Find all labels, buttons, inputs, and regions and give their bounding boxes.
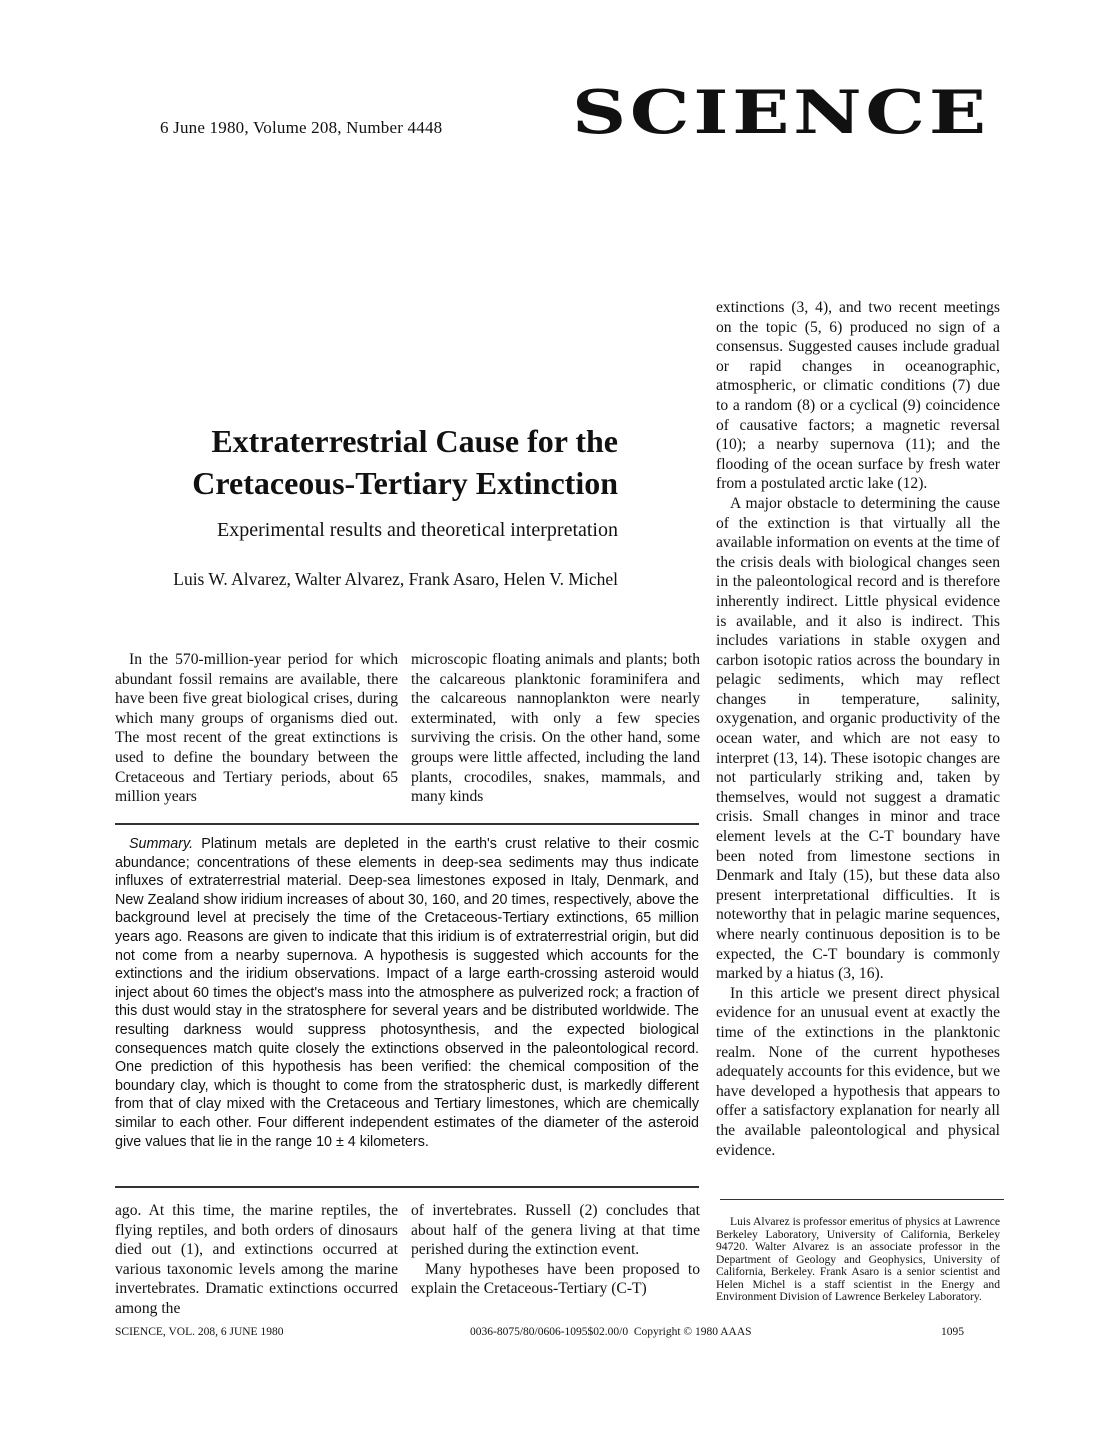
paragraph: microscopic floating animals and plants; both the calcareous planktonic foraminifera and the calcareous nannoplankton were nearly exterminated, with only a few species surviving the crisis. On the other hand, some groups were little affected, including the land plants, crocodiles, snakes, mammals, and many kinds [411,651,700,806]
footer-journal-line: SCIENCE, VOL. 208, 6 JUNE 1980 [115,1326,284,1338]
summary-lead: Summary. [129,836,194,852]
summary-bottom-rule [115,1186,699,1188]
paragraph: In the 570-million-year period for which abundant fossil remains are available, there have been five great biological crises, during which many groups of organisms died out. The most recent of the great extinctions is used to define the boundary between the Cretaceous and Tertiary periods, about 65 million years [115,651,398,806]
paragraph: A major obstacle to determining the cause of the extinction is that virtually all the available information on events at the time of the crisis deals with biological changes seen in the paleontological record and is therefore inherently indirect. Little physical evidence is available, and it also is indirect. This includes variations in stable oxygen and carbon isotopic ratios across the boundary in pelagic sediments, which may reflect changes in temperature, salinity, oxygenation, and organic productivity of the ocean water, and which are not easy to interpret (13, 14). These isotopic changes are not particularly striking and, taken by themselves, would not suggest a dramatic crisis. Small changes in minor and trace element levels at the C-T boundary have been noted from limestone sections in Denmark and Italy (15), but these data also present interpretational difficulties. It is noteworthy that in pelagic marine sequences, where nearly continuous deposition is to be expected, the C-T boundary is commonly marked by a hiatus (3, 16). [716,494,1000,983]
summary-text: Platinum metals are depleted in the earth's crust relative to their cosmic abundance; concentrations of these elements in deep-sea sediments may thus indicate influxes of extraterrestrial material. Deep-sea limestones exposed in Italy, Denmark, and New Zealand show iridium increases of about 30, 160, and 20 times, respectively, above the background level at precisely the time of the Cretaceous-Tertiary extinctions, 65 million years ago. Reasons are given to indicate that this iridium is of extraterrestrial origin, but did not come from a nearby supernova. A hypothesis is suggested which accounts for the extinctions and the iridium observations. Impact of a large earth-crossing asteroid would inject about 60 times the object's mass into the atmosphere as pulverized rock; a fraction of this dust would stay in the stratosphere for several years and be distributed worldwide. The resulting darkness would suppress photosynthesis, and the expected biological consequences match quite closely the extinctions observed in the paleontological record. One prediction of this hypothesis has been verified: the chemical composition of the boundary clay, which is thought to come from the stratospheric dust, is markedly different from that of clay mixed with the Cretaceous and Tertiary limestones, which are chemically similar to each other. Four different independent estimates of the diameter of the asteroid give values that lie in the range 10 ± 4 kilometers. [115,836,699,1150]
footnote-rule [720,1199,1004,1200]
paragraph: extinctions (3, 4), and two recent meetings on the topic (5, 6) produced no sign of a consensus. Suggested causes include gradual or rapid changes in oceanographic, atmospheric, or climatic conditions (7) due to a random (8) or a cyclical (9) coincidence of causative factors; a magnetic reversal (10); a nearby supernova (11); and the flooding of the ocean surface by fresh water from a postulated arctic lake (12). [716,299,1000,493]
issue-line: 6 June 1980, Volume 208, Number 4448 [160,118,443,137]
body-column-3 [716,298,1000,1160]
body-column-2-top [411,650,700,807]
paragraph: of invertebrates. Russell (2) concludes that about half of the genera living at that time perished during the extinction event. [411,1202,700,1259]
body-column-1-bottom [115,1201,398,1319]
body-column-1-top [115,650,398,807]
article-title-line-2: Cretaceous-Tertiary Extinction [192,465,618,501]
paragraph: ago. At this time, the marine reptiles, the flying reptiles, and both orders of dinosaurs died out (1), and extinctions occurred at various taxonomic levels among the marine invertebrates. Dramatic extinctions occurred among the [115,1202,398,1317]
author-list: Luis W. Alvarez, Walter Alvarez, Frank Asaro, Helen V. Michel [173,569,618,589]
footer-copyright-line: 0036-8075/80/0606-1095$02.00/0 Copyright © 1980 AAAS [470,1326,752,1338]
article-subtitle: Experimental results and theoretical interpretation [217,519,618,541]
footnote-text: Luis Alvarez is professor emeritus of physics at Lawrence Berkeley Laboratory, University of California, Berkeley 94720. Walter Alvarez is an associate professor in the Department of Geology and Geophysics, University of California, Berkeley. Frank Asaro is a senior scientist and Helen Michel is a staff scientist in the Energy and Environment Division of Lawrence Berkeley Laboratory. [716,1215,1000,1303]
journal-masthead: SCIENCE [572,78,990,148]
summary-top-rule [115,823,699,825]
summary-box [115,835,699,1151]
page-number: 1095 [941,1326,964,1338]
paragraph: In this article we present direct physical evidence for an unusual event at exactly the time of the extinctions in the planktonic realm. None of the current hypotheses adequately accounts for this evidence, but we have developed a hypothesis that appears to offer a satisfactory explanation for nearly all the available paleontological and physical evidence. [716,984,1000,1159]
author-affiliation-footnote [716,1216,1000,1304]
article-title-line-1: Extraterrestrial Cause for the [211,423,618,459]
paragraph: Many hypotheses have been proposed to explain the Cretaceous-Tertiary (C-T) [411,1260,700,1298]
body-column-2-bottom [411,1201,700,1299]
